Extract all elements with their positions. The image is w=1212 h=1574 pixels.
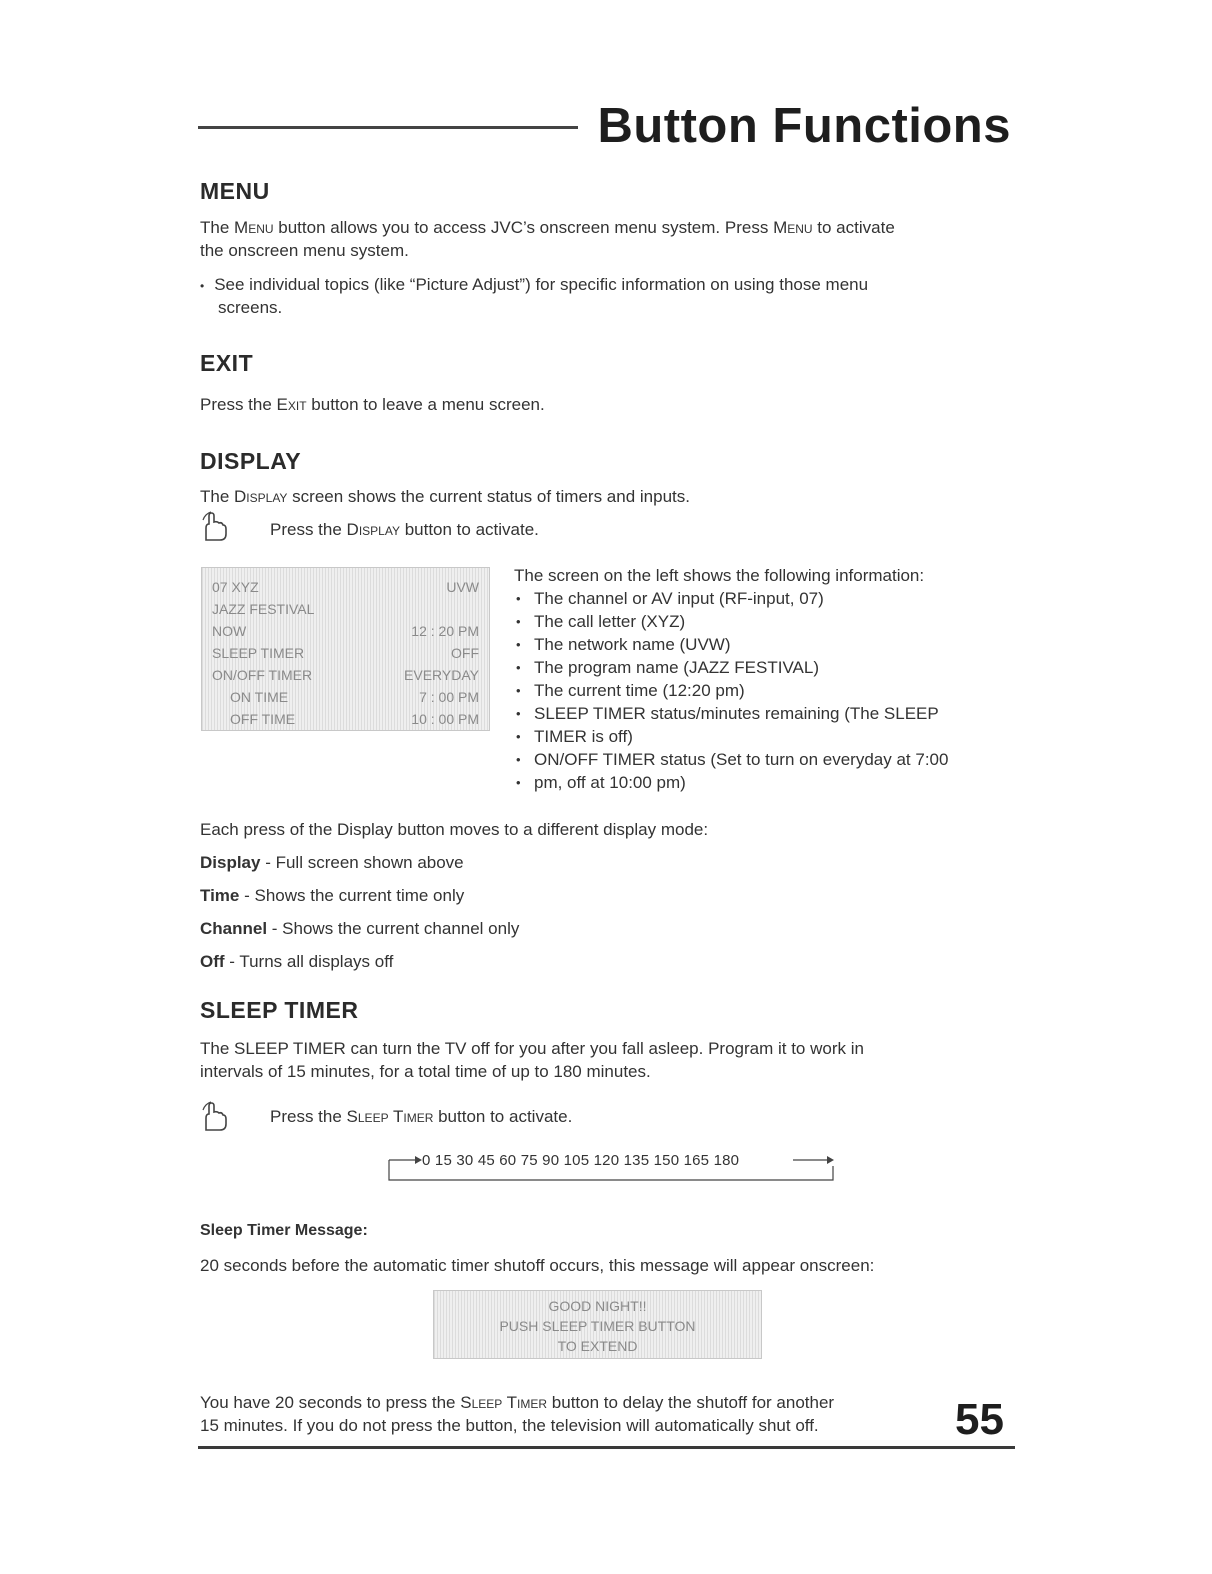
footer-rule: [198, 1446, 1015, 1449]
list-item: • The call letter (XYZ): [514, 610, 1014, 633]
screen-sleep-label: SLEEP TIMER: [212, 645, 305, 661]
menu-bullet-line-2: screens.: [218, 298, 283, 317]
list-item: • The network name (UVW): [514, 633, 1014, 656]
screen-now-value: 12 : 20 PM: [411, 623, 479, 639]
sleep-final-line-2: 15 minutes. If you do not press the button, the television will automatically shut off.: [200, 1416, 819, 1435]
display-heading: DISPLAY: [200, 448, 302, 474]
sleep-press-text: Press the Sleep Timer button to activate.: [270, 1107, 573, 1126]
sleep-final-line-1: You have 20 seconds to press the Sleep Timer button to delay the shutoff for another: [200, 1393, 835, 1412]
sleep-message-intro: 20 seconds before the automatic timer shutoff occurs, this message will appear onscreen:: [200, 1256, 875, 1275]
sleep-message-heading: Sleep Timer Message:: [200, 1222, 368, 1239]
list-item-continuation: • TIMER is off): [514, 725, 1014, 748]
list-item: • ON/OFF TIMER status (Set to turn on everyday at 7:00: [514, 748, 1014, 771]
sleep-message-onscreen-example: [433, 1290, 762, 1359]
sleep-timer-sequence: [387, 1146, 837, 1186]
exit-heading: EXIT: [200, 350, 254, 376]
sleep-press-instruction: [200, 1100, 573, 1137]
menu-paragraph-line-2: the onscreen menu system.: [200, 241, 409, 260]
sleep-paragraph-line-1: The SLEEP TIMER can turn the TV off for you after you fall asleep. Program it to work in: [200, 1039, 864, 1058]
display-modes-intro: Each press of the Display button moves to a different display mode:: [200, 820, 709, 839]
screen-now-label: NOW: [212, 623, 247, 639]
display-mode-item: Display - Full screen shown above: [200, 853, 464, 872]
menu-heading: MENU: [200, 178, 270, 204]
message-line-3: TO EXTEND: [557, 1338, 638, 1354]
bullet-marker: •: [200, 279, 205, 293]
remote-hand-icon: [200, 510, 228, 542]
list-item: • The program name (JAZZ FESTIVAL): [514, 656, 1014, 679]
sleep-paragraph-line-2: intervals of 15 minutes, for a total time of up to 180 minutes.: [200, 1062, 651, 1081]
screen-offtime-label: OFF TIME: [230, 711, 296, 727]
screen-offtime-value: 10 : 00 PM: [411, 711, 479, 727]
menu-paragraph-line-1: The Menu button allows you to access JVC’s onscreen menu system. Press Menu to activate: [200, 218, 895, 237]
header-rule: [198, 126, 578, 129]
message-line-2: PUSH SLEEP TIMER BUTTON: [499, 1318, 696, 1334]
sleep-timer-values: 0 15 30 45 60 75 90 105 120 135 150 165 180: [422, 1152, 740, 1169]
menu-bullet-line-1: • See individual topics (like “Picture Adjust”) for specific information on using those menu: [200, 275, 869, 294]
display-mode-item: Time - Shows the current time only: [200, 886, 465, 905]
remote-hand-icon: [200, 1100, 228, 1132]
screen-onoff-value: EVERYDAY: [404, 667, 479, 683]
message-line-1: GOOD NIGHT!!: [548, 1298, 647, 1314]
display-info-list: [514, 587, 1014, 794]
screen-network: UVW: [446, 579, 479, 595]
list-item: • SLEEP TIMER status/minutes remaining (The SLEEP: [514, 702, 1014, 725]
page-header: [198, 96, 1013, 166]
screen-sleep-value: OFF: [451, 645, 479, 661]
screen-onoff-label: ON/OFF TIMER: [212, 667, 313, 683]
display-intro: The Display screen shows the current status of timers and inputs.: [200, 487, 690, 506]
display-onscreen-example: [201, 567, 490, 731]
screen-program: JAZZ FESTIVAL: [212, 601, 315, 617]
screen-ontime-label: ON TIME: [230, 689, 289, 705]
page-title: Button Functions: [597, 99, 1011, 153]
list-item: • The channel or AV input (RF-input, 07): [514, 587, 1014, 610]
page-number: 55: [955, 1395, 1004, 1444]
screen-channel: 07 XYZ: [212, 579, 259, 595]
sleep-timer-heading: SLEEP TIMER: [200, 997, 359, 1023]
exit-paragraph: Press the Exit button to leave a menu screen.: [200, 395, 545, 414]
display-press-instruction: [200, 510, 539, 547]
display-info-block: [514, 564, 1014, 794]
display-mode-item: Channel - Shows the current channel only: [200, 919, 520, 938]
display-press-text: Press the Display button to activate.: [270, 520, 539, 539]
screen-ontime-value: 7 : 00 PM: [419, 689, 479, 705]
list-item: • The current time (12:20 pm): [514, 679, 1014, 702]
display-mode-item: Off - Turns all displays off: [200, 952, 394, 971]
display-info-intro: The screen on the left shows the following information:: [514, 566, 925, 585]
list-item-continuation: • pm, off at 10:00 pm): [514, 771, 1014, 794]
